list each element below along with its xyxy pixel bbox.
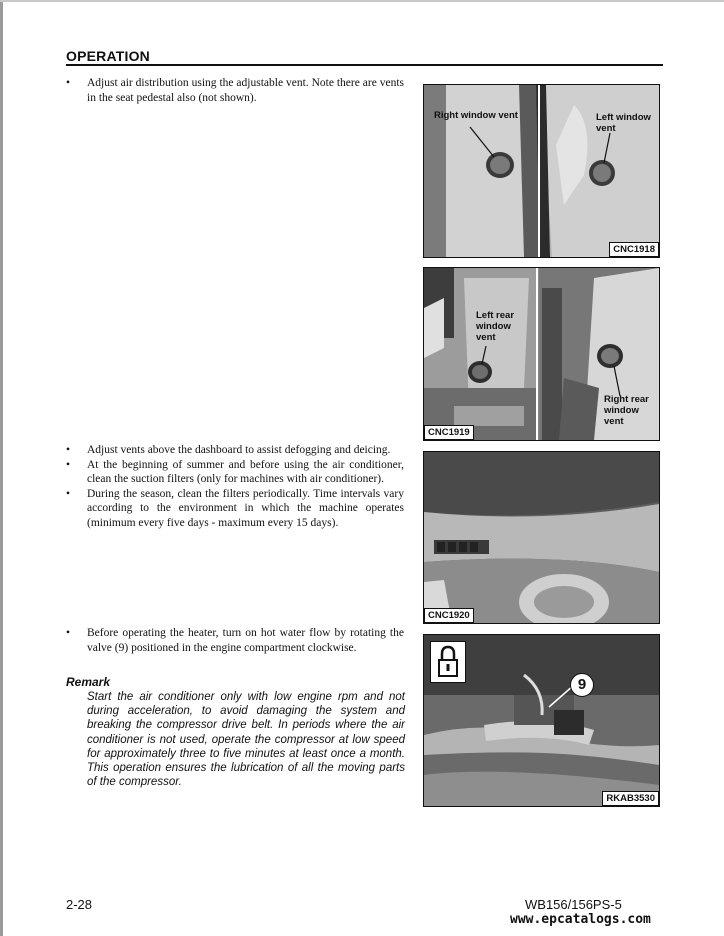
bullet-item: • Before operating the heater, turn on hot water flow by rotating the valve (9) positioned in the engine compartment clockwise.	[66, 626, 404, 655]
watermark: www.epcatalogs.com	[510, 912, 651, 927]
bullet-list-filters	[66, 443, 404, 530]
figure-code: CNC1920	[424, 608, 474, 623]
page-edge	[0, 0, 3, 936]
remark-body: Start the air conditioner only with low engine rpm and not during acceleration, to avoid damaging the system and breaking the compressor drive belt. In periods where the air conditioner is not used, operate the compressor at low speed for approximately three to five minutes at least once a month. This operation ensures the lubrication of all the moving parts of the compressor.	[87, 691, 405, 789]
padlock-icon	[430, 641, 466, 683]
figure-rear-window-vents	[423, 267, 660, 441]
callout-valve-number: 9	[577, 676, 587, 693]
section-title: OPERATION	[66, 48, 150, 64]
bullet-item: • During the season, clean the filters periodically. Time intervals vary according to the environment in which the machine operates (minimum every five days - maximum every 15 days).	[66, 487, 404, 531]
figure-code: CNC1918	[609, 242, 659, 257]
callout-left-window-vent: Left window vent	[596, 112, 651, 134]
callout-left-rear-window-vent: Left rear window vent	[476, 310, 515, 343]
photo-dashboard-vents	[424, 452, 659, 623]
page-number: 2-28	[66, 897, 93, 912]
bullet-item: • Adjust vents above the dashboard to assist defogging and deicing.	[66, 443, 404, 458]
model-number: WB156/156PS-5	[525, 897, 622, 912]
callout-right-rear-window-vent: Right rear window vent	[604, 394, 649, 427]
figure-window-vents	[423, 84, 660, 258]
figure-dashboard-vents	[423, 451, 660, 624]
figure-code: CNC1919	[424, 425, 474, 440]
callout-valve-circle	[570, 673, 594, 697]
bullet-list-vents	[66, 76, 404, 105]
title-rule	[66, 64, 663, 66]
bullet-item: • Adjust air distribution using the adjustable vent. Note there are vents in the seat pedestal also (not shown).	[66, 76, 404, 105]
bullet-item: • At the beginning of summer and before using the air conditioner, clean the suction filters (only for machines with air conditioner).	[66, 458, 404, 487]
figure-code: RKAB3530	[602, 791, 659, 806]
bullet-list-heater	[66, 626, 404, 655]
page-edge-top	[0, 0, 724, 2]
remark-heading: Remark	[66, 675, 111, 689]
callout-right-window-vent: Right window vent	[434, 110, 518, 121]
figure-heater-valve	[423, 634, 660, 807]
